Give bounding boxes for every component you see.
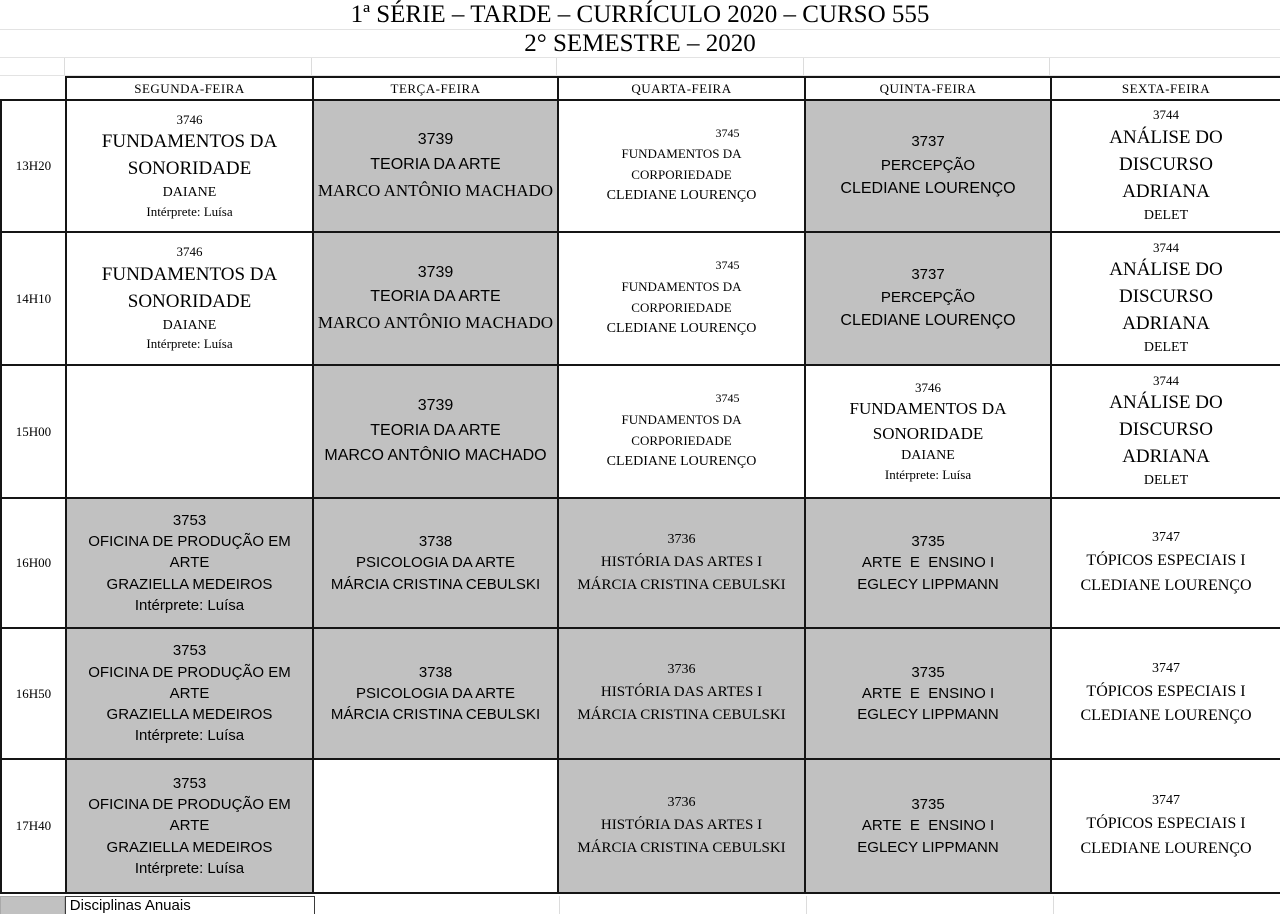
cell-line: CORPORIEDADE [631,432,732,448]
day-header: QUARTA-FEIRA [558,77,805,100]
schedule-row [1,100,1280,232]
day-header: SEXTA-FEIRA [1051,77,1280,100]
cell-line: 3744 [1153,372,1179,388]
cell-line: SONORIDADE [127,290,252,312]
cell-line: OFICINA DE PRODUÇÃO EM [88,533,291,551]
cell-line: FUNDAMENTOS DA [101,131,278,153]
cell-line: 3736 [667,794,696,810]
cell-line: 3735 [911,533,945,551]
schedule-cell [558,232,805,365]
cell-line: Intérprete: Luísa [134,859,245,877]
cell-line: PERCEPÇÃO [880,156,976,174]
cell-line: MÁRCIA CRISTINA CEBULSKI [330,706,541,724]
cell-line: Intérprete: Luísa [146,203,233,219]
cell-line: TÓPICOS ESPECIAIS I [1086,552,1246,570]
cell-line: ARTE [169,554,210,572]
legend-blank-cell [807,896,1053,914]
cell-line: CLEDIANE LOURENÇO [606,453,757,469]
cell-line: 3753 [172,642,207,660]
cell-line: MARCO ANTÔNIO MACHADO [317,180,554,200]
cell-line: DELET [1143,473,1189,489]
day-header: TERÇA-FEIRA [313,77,558,100]
cell-line: ADRIANA [1122,313,1210,335]
time-label: 17H40 [1,759,66,893]
time-label: 15H00 [1,365,66,498]
cell-line: GRAZIELLA MEDEIROS [106,575,273,593]
schedule-cell [313,365,558,498]
cell-line: SONORIDADE [127,158,252,180]
cell-line: Intérprete: Luísa [134,596,245,614]
spacer-cell [312,58,557,75]
schedule-cell [1051,100,1280,232]
cell-line: SONORIDADE [872,423,984,443]
cell-line: FUNDAMENTOS DA [621,411,742,427]
cell-line: GRAZIELLA MEDEIROS [106,706,273,724]
schedule-cell [313,628,558,759]
schedule-cell [558,759,805,893]
spacer-cell [804,58,1050,75]
schedule-row [1,759,1280,893]
cell-line: CLEDIANE LOURENÇO [1080,839,1252,857]
spacer-row [0,58,1280,76]
cell-line: 3745 [715,258,740,273]
cell-line: ADRIANA [1122,446,1210,468]
cell-line: ADRIANA [1122,180,1210,202]
cell-line: TEORIA DA ARTE [370,288,501,306]
cell-line: Intérprete: Luísa [134,727,245,745]
schedule-cell [1051,628,1280,759]
cell-line: DISCURSO [1119,286,1213,308]
cell-line: 3745 [715,391,740,406]
cell-line: 3753 [172,511,207,529]
schedule-row [1,232,1280,365]
schedule-cell [66,498,313,628]
cell-line: MÁRCIA CRISTINA CEBULSKI [577,707,786,724]
schedule-cell [66,232,313,365]
time-label: 16H00 [1,498,66,628]
schedule-row [1,628,1280,759]
cell-line: Intérprete: Luísa [146,336,233,352]
schedule-table [0,76,1280,894]
cell-line: 3739 [417,263,454,281]
cell-line: OFICINA DE PRODUÇÃO EM [88,796,291,814]
empty-cell [66,365,313,498]
cell-line: MÁRCIA CRISTINA CEBULSKI [577,576,786,593]
spacer-cell [557,58,804,75]
schedule-cell [313,100,558,232]
cell-line: 3736 [667,531,696,547]
schedule-cell [1051,232,1280,365]
cell-line: 3746 [176,111,203,127]
schedule-cell [805,498,1051,628]
schedule-row [1,498,1280,628]
cell-line: DAIANE [162,317,217,333]
cell-line: 3736 [667,662,696,678]
cell-line: EGLECY LIPPMANN [857,706,999,724]
cell-line: 3739 [417,131,454,149]
spacer-cell [0,58,65,75]
schedule-cell [558,365,805,498]
cell-line: TÓPICOS ESPECIAIS I [1086,815,1246,833]
cell-line: CLEDIANE LOURENÇO [1080,707,1252,725]
cell-line: Intérprete: Luísa [884,466,972,482]
time-label: 16H50 [1,628,66,759]
schedule-cell [805,100,1051,232]
cell-line: 3737 [911,133,945,151]
cell-line: FUNDAMENTOS DA [621,278,742,294]
schedule-cell [66,100,313,232]
cell-line: CORPORIEDADE [631,299,732,315]
cell-line: FUNDAMENTOS DA [101,263,278,285]
time-label: 13H20 [1,100,66,232]
cell-line: ANÁLISE DO [1109,126,1223,148]
cell-line: FUNDAMENTOS DA [621,146,742,162]
schedule-cell [805,628,1051,759]
cell-line: CLEDIANE LOURENÇO [840,312,1016,330]
cell-line: TEORIA DA ARTE [370,422,501,440]
schedule-cell [1051,498,1280,628]
cell-line: HISTÓRIA DAS ARTES I [600,684,763,701]
schedule-cell [66,759,313,893]
cell-line: TÓPICOS ESPECIAIS I [1086,682,1246,700]
page-subtitle: 2° SEMESTRE – 2020 [0,30,1280,58]
legend [0,896,1280,914]
schedule-cell [805,232,1051,365]
cell-line: MARCO ANTÔNIO MACHADO [324,446,547,464]
cell-line: EGLECY LIPPMANN [857,575,999,593]
schedule-cell [1051,759,1280,893]
day-header: SEGUNDA-FEIRA [66,77,313,100]
cell-line: 3735 [911,796,945,814]
cell-line: 3739 [417,397,454,415]
cell-line: HISTÓRIA DAS ARTES I [600,816,763,833]
cell-line: 3745 [715,125,740,140]
day-header: QUINTA-FEIRA [805,77,1051,100]
cell-line: TEORIA DA ARTE [370,155,501,173]
cell-line: 3747 [1152,530,1180,546]
cell-line: DAIANE [162,185,217,201]
schedule-cell [805,365,1051,498]
schedule-cell [313,498,558,628]
corner-cell [1,77,66,100]
schedule-cell [66,628,313,759]
cell-line: 3735 [911,663,945,681]
cell-line: CLEDIANE LOURENÇO [840,179,1016,197]
cell-line: 3738 [418,663,453,681]
cell-line: ARTE E ENSINO I [861,817,995,835]
cell-line: HISTÓRIA DAS ARTES I [600,553,763,570]
cell-line: CORPORIEDADE [631,167,732,183]
annual-legend-swatch [0,896,65,914]
cell-line: CLEDIANE LOURENÇO [606,188,757,204]
cell-line: ANÁLISE DO [1109,259,1223,281]
schedule-cell [805,759,1051,893]
schedule-cell [558,100,805,232]
cell-line: CLEDIANE LOURENÇO [606,320,757,336]
time-label: 14H10 [1,232,66,365]
cell-line: 3746 [176,244,203,260]
cell-line: MÁRCIA CRISTINA CEBULSKI [577,839,786,856]
annual-legend-label: Disciplinas Anuais [65,896,315,914]
cell-line: OFICINA DE PRODUÇÃO EM [88,663,291,681]
cell-line: ARTE E ENSINO I [861,554,995,572]
cell-line: 3746 [915,379,941,395]
cell-line: FUNDAMENTOS DA [849,399,1007,419]
schedule-cell [558,498,805,628]
page-title: 1ª SÉRIE – TARDE – CURRÍCULO 2020 – CURSO 555 [0,0,1280,30]
empty-cell [313,759,558,893]
legend-blank-cell [1054,896,1280,914]
cell-line: ARTE [169,684,210,702]
schedule-cell [558,628,805,759]
cell-line: CLEDIANE LOURENÇO [1080,576,1252,594]
cell-line: ANÁLISE DO [1109,392,1223,414]
cell-line: ARTE E ENSINO I [861,684,995,702]
cell-line: GRAZIELLA MEDEIROS [106,838,273,856]
day-header-row [1,77,1280,100]
spacer-cell [65,58,312,75]
cell-line: PSICOLOGIA DA ARTE [356,684,515,702]
cell-line: DISCURSO [1119,153,1213,175]
cell-line: 3744 [1153,107,1179,123]
legend-blank-cell [560,896,807,914]
cell-line: 3753 [172,774,207,792]
cell-line: DELET [1143,207,1189,223]
schedule-row [1,365,1280,498]
cell-line: DAIANE [901,447,955,463]
cell-line: MÁRCIA CRISTINA CEBULSKI [330,575,541,593]
schedule-cell [313,232,558,365]
cell-line: 3738 [418,533,453,551]
schedule-cell [1051,365,1280,498]
cell-line: 3737 [911,265,945,283]
cell-line: DISCURSO [1119,419,1213,441]
cell-line: ARTE [169,817,210,835]
cell-line: 3744 [1153,239,1179,255]
cell-line: PERCEPÇÃO [880,289,976,307]
legend-blank-cell [315,896,560,914]
cell-line: MARCO ANTÔNIO MACHADO [317,313,554,333]
cell-line: 3747 [1152,660,1180,676]
cell-line: DELET [1143,340,1189,356]
cell-line: EGLECY LIPPMANN [857,838,999,856]
cell-line: PSICOLOGIA DA ARTE [356,554,515,572]
cell-line: 3747 [1152,793,1180,809]
